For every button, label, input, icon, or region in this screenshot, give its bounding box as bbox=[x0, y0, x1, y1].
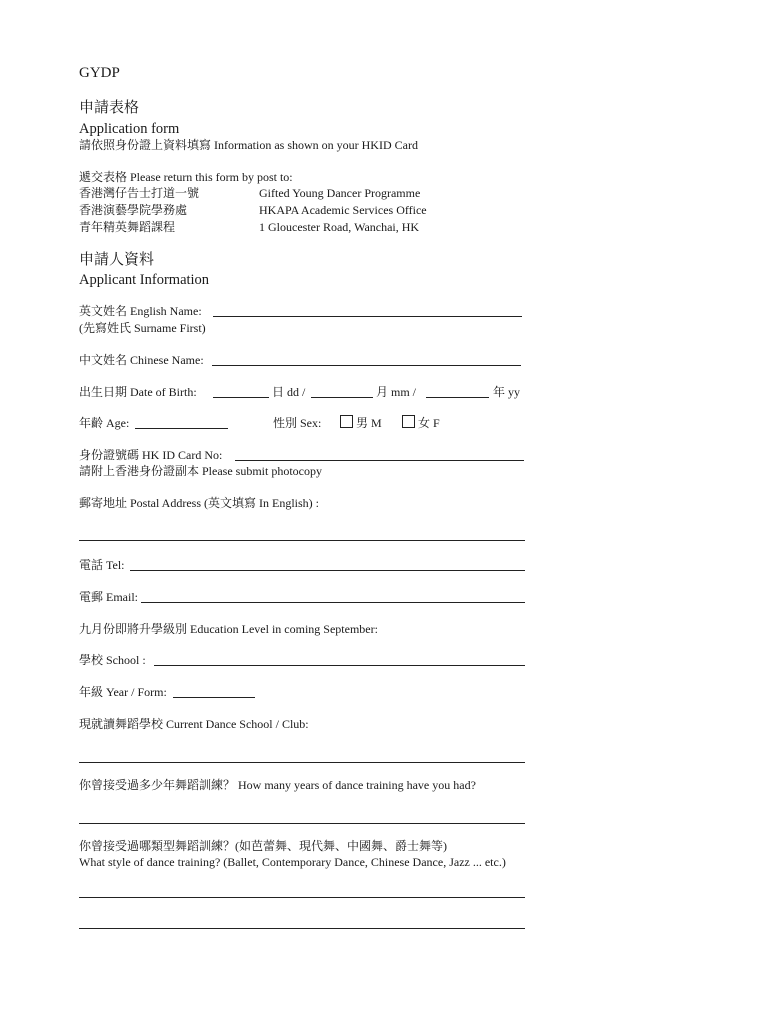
address-en-line-2: HKAPA Academic Services Office bbox=[259, 203, 427, 217]
english-name-label: 英文姓名 English Name: bbox=[79, 304, 202, 318]
postal-address-label: 郵寄地址 Postal Address (英文填寫 In English) : bbox=[79, 496, 319, 510]
hkid-photocopy-note: 請附上香港身份證副本 Please submit photocopy bbox=[79, 464, 322, 478]
address-en-line-1: Gifted Young Dancer Programme bbox=[259, 186, 421, 200]
training-years-label: 你曾接受過多少年舞蹈訓練？ How many years of dance training have you had? bbox=[79, 778, 476, 792]
program-code: GYDP bbox=[79, 65, 120, 81]
hkid-label: 身份證號碼 HK ID Card No: bbox=[79, 448, 223, 462]
sex-male-label: 男 M bbox=[356, 416, 382, 430]
dob-year-label: 年 yy bbox=[493, 385, 521, 399]
tel-label: 電話 Tel: bbox=[79, 558, 125, 572]
section-title-en: Applicant Information bbox=[79, 272, 210, 288]
dance-school-label: 現就讀舞蹈學校 Current Dance School / Club: bbox=[79, 717, 309, 731]
dob-label: 出生日期 Date of Birth: bbox=[79, 385, 197, 399]
form-title-en: Application form bbox=[79, 121, 180, 137]
dance-style-field-line-2[interactable] bbox=[79, 928, 525, 929]
dob-day-field[interactable] bbox=[213, 397, 269, 398]
training-years-field[interactable] bbox=[79, 823, 525, 824]
dob-month-field[interactable] bbox=[311, 397, 373, 398]
sex-female-label: 女 F bbox=[418, 416, 440, 430]
education-level-label: 九月份即將升學級別 Education Level in coming September: bbox=[79, 622, 378, 636]
dance-style-field-line-1[interactable] bbox=[79, 897, 525, 898]
sex-female-checkbox[interactable] bbox=[402, 415, 415, 428]
return-intro: 遞交表格 Please return this form by post to: bbox=[79, 170, 293, 184]
age-label: 年齡 Age: bbox=[79, 416, 130, 430]
section-title-zh: 申請人資料 bbox=[79, 252, 155, 268]
form-title-zh: 申請表格 bbox=[79, 100, 140, 116]
sex-male-checkbox[interactable] bbox=[340, 415, 353, 428]
year-form-field[interactable] bbox=[173, 697, 255, 698]
address-zh-line-3: 青年精英舞蹈課程 bbox=[79, 220, 176, 234]
dance-style-label-en: What style of dance training? (Ballet, Contemporary Dance, Chinese Dance, Jazz ... etc.) bbox=[79, 855, 506, 869]
school-field[interactable] bbox=[154, 665, 525, 666]
chinese-name-field[interactable] bbox=[212, 365, 521, 366]
english-name-note: (先寫姓氏 Surname First) bbox=[79, 321, 206, 335]
hkid-info-note: 請依照身份證上資料填寫 Information as shown on your HKID Card bbox=[79, 138, 418, 152]
address-zh-line-2: 香港演藝學院學務處 bbox=[79, 203, 188, 217]
school-label: 學校 School : bbox=[79, 653, 146, 667]
tel-field[interactable] bbox=[130, 570, 525, 571]
sex-label: 性別 Sex: bbox=[273, 416, 322, 430]
address-zh-line-1: 香港灣仔告士打道一號 bbox=[79, 186, 200, 200]
address-en-line-3: 1 Gloucester Road, Wanchai, HK bbox=[259, 220, 420, 234]
age-field[interactable] bbox=[135, 428, 228, 429]
dance-school-field[interactable] bbox=[79, 762, 525, 763]
dob-year-field[interactable] bbox=[426, 397, 489, 398]
email-field[interactable] bbox=[141, 602, 525, 603]
year-form-label: 年級 Year / Form: bbox=[79, 685, 167, 699]
english-name-field[interactable] bbox=[213, 316, 522, 317]
dob-day-label: 日 dd / bbox=[272, 385, 306, 399]
dob-month-label: 月 mm / bbox=[376, 385, 417, 399]
hkid-field[interactable] bbox=[235, 460, 524, 461]
postal-address-field[interactable] bbox=[79, 540, 525, 541]
dance-style-label-zh: 你曾接受過哪類型舞蹈訓練？(如芭蕾舞、現代舞、中國舞、爵士舞等) bbox=[79, 839, 447, 853]
email-label: 電郵 Email: bbox=[79, 590, 138, 604]
chinese-name-label: 中文姓名 Chinese Name: bbox=[79, 353, 204, 367]
